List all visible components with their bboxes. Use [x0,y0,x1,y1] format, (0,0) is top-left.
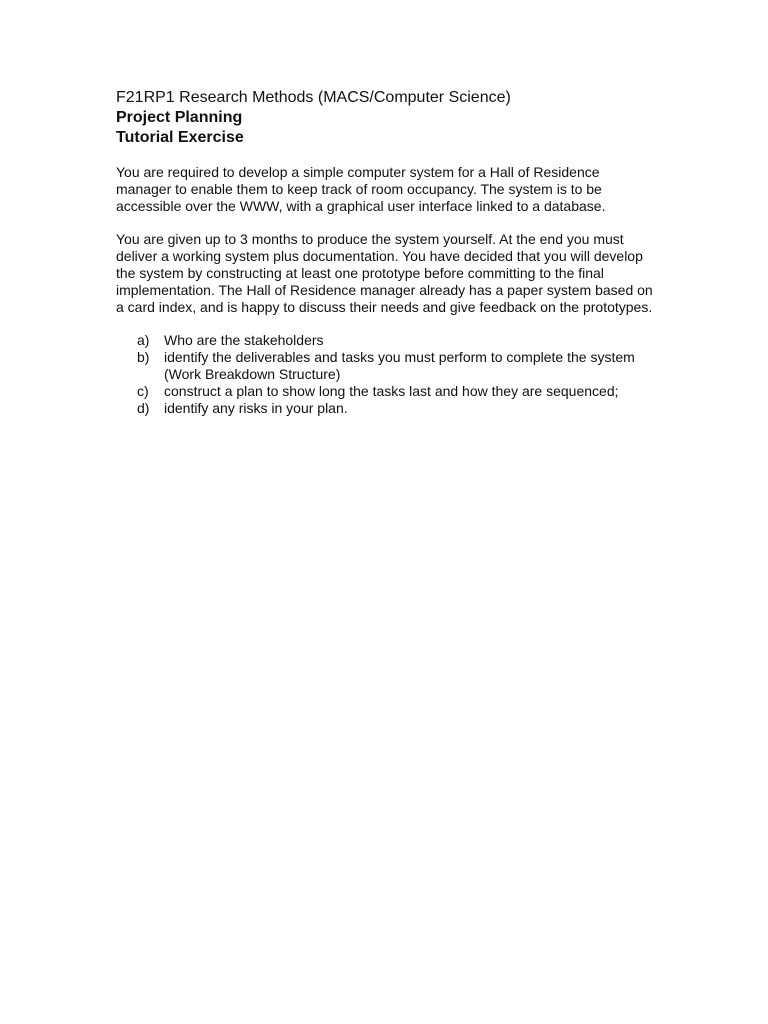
list-item [116,400,656,417]
list-marker: a) [137,332,150,348]
list-item-text: Who are the stakeholders [164,332,324,348]
list-marker: c) [137,383,149,399]
intro-paragraph: You are required to develop a simple computer system for a Hall of Residence manager to enable them to keep track of room occupancy. The system is to be accessible over the WWW, with a graphical user interface linked to a database. [116,164,606,214]
details-paragraph: You are given up to 3 months to produce the system yourself. At the end you must deliver a working system plus documentation. You have decided that you will develop the system by constructing at least one prototype before committing to the final implementation. The Hall of Residence manager already has a paper system based on a card index, and is happy to discuss their needs and give feedback on the prototypes. [116,231,653,315]
list-item [116,383,656,400]
section-title: Project Planning [116,109,243,126]
course-title: F21RP1 Research Methods (MACS/Computer Science) [116,89,511,106]
document-page [116,88,656,417]
list-item-text: identify the deliverables and tasks you must perform to complete the system (Work Breakdown Structure) [164,349,635,382]
question-list [116,332,656,417]
list-item-text: identify any risks in your plan. [164,400,348,416]
list-item [116,332,656,349]
list-item [116,349,656,383]
list-marker: d) [137,400,150,416]
list-marker: b) [137,349,150,365]
exercise-title: Tutorial Exercise [116,129,244,146]
document-title-block [116,88,656,148]
list-item-text: construct a plan to show long the tasks last and how they are sequenced; [164,383,619,399]
